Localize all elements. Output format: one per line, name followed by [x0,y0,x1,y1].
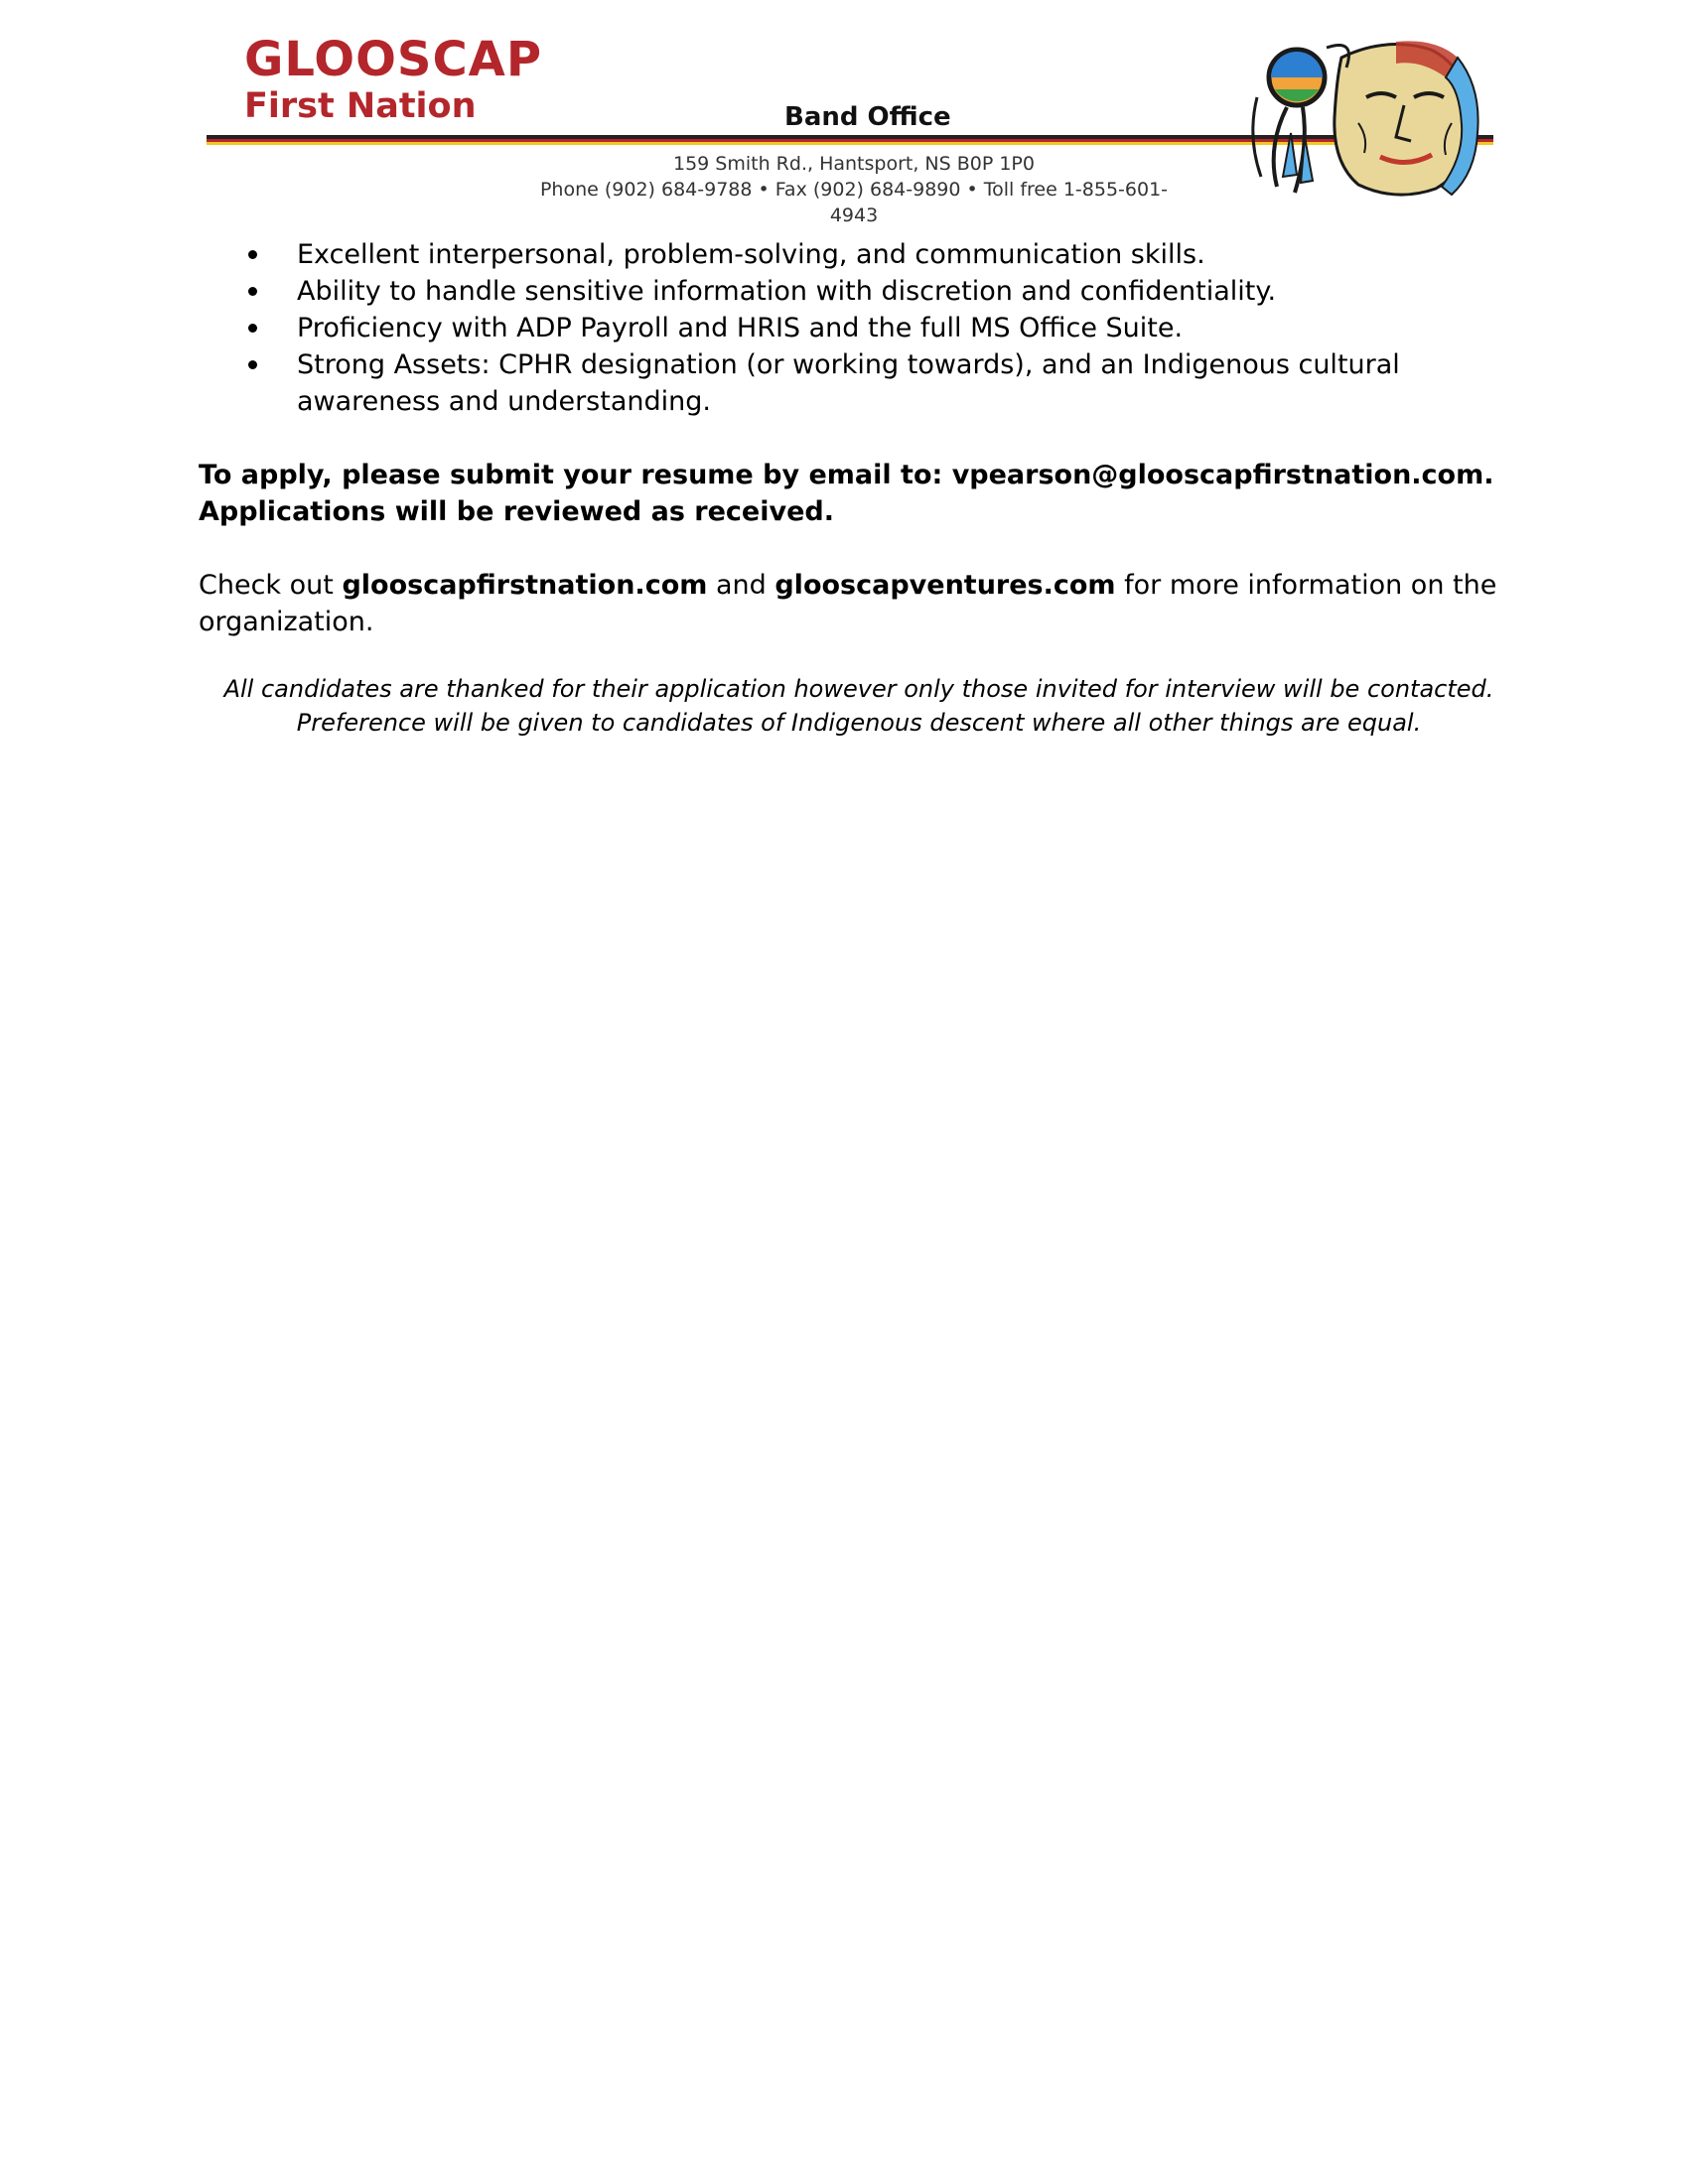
bullet-icon [248,360,257,369]
list-item [199,236,1549,273]
apply-instructions: To apply, please submit your resume by email to: vpearson@glooscapfirstnation.com. Applications will be reviewed as received. [199,460,1494,527]
disclaimer [199,672,1549,740]
more-info-suffix: for more information on the organization. [199,570,1497,637]
document-body [199,236,1549,740]
more-info-middle: and [707,570,775,601]
list-item-text: Excellent interpersonal, problem-solving, and communication skills. [297,239,1205,270]
letterhead [0,0,1688,226]
website-link-glooscapventures[interactable]: glooscapventures.com [774,570,1116,601]
list-item [199,346,1549,420]
elder-portrait-logo-icon [1247,38,1485,199]
more-info-prefix: Check out [199,570,343,601]
org-name-line1: GLOOSCAP [244,32,543,87]
more-info-paragraph [199,567,1549,640]
list-item [199,310,1549,346]
list-item-text: Proficiency with ADP Payroll and HRIS and the full MS Office Suite. [297,313,1184,343]
organization-name [244,32,543,126]
org-name-line2: First Nation [244,86,477,126]
bullet-icon [248,287,257,296]
qualifications-list [199,236,1549,420]
address: 159 Smith Rd., Hantsport, NS B0P 1P0 [673,153,1035,175]
contact-line: Phone (902) 684-9788 • Fax (902) 684-9890 • Toll free 1-855-601-4943 [539,179,1169,226]
disclaimer-line2: Preference will be given to candidates of Indigenous descent where all other things are equal. [296,709,1422,737]
disclaimer-line1: All candidates are thanked for their application however only those invited for interview will be contacted. [223,675,1494,703]
address-block [526,151,1182,228]
list-item-text: Ability to handle sensitive information with discretion and confidentiality. [297,276,1277,307]
website-link-glooscapfirstnation[interactable]: glooscapfirstnation.com [342,570,708,601]
list-item [199,273,1549,310]
bullet-icon [248,250,257,259]
office-title: Band Office [784,102,951,132]
bullet-icon [248,324,257,333]
list-item-text: Strong Assets: CPHR designation (or working towards), and an Indigenous cultural awareness and understanding. [297,349,1400,417]
